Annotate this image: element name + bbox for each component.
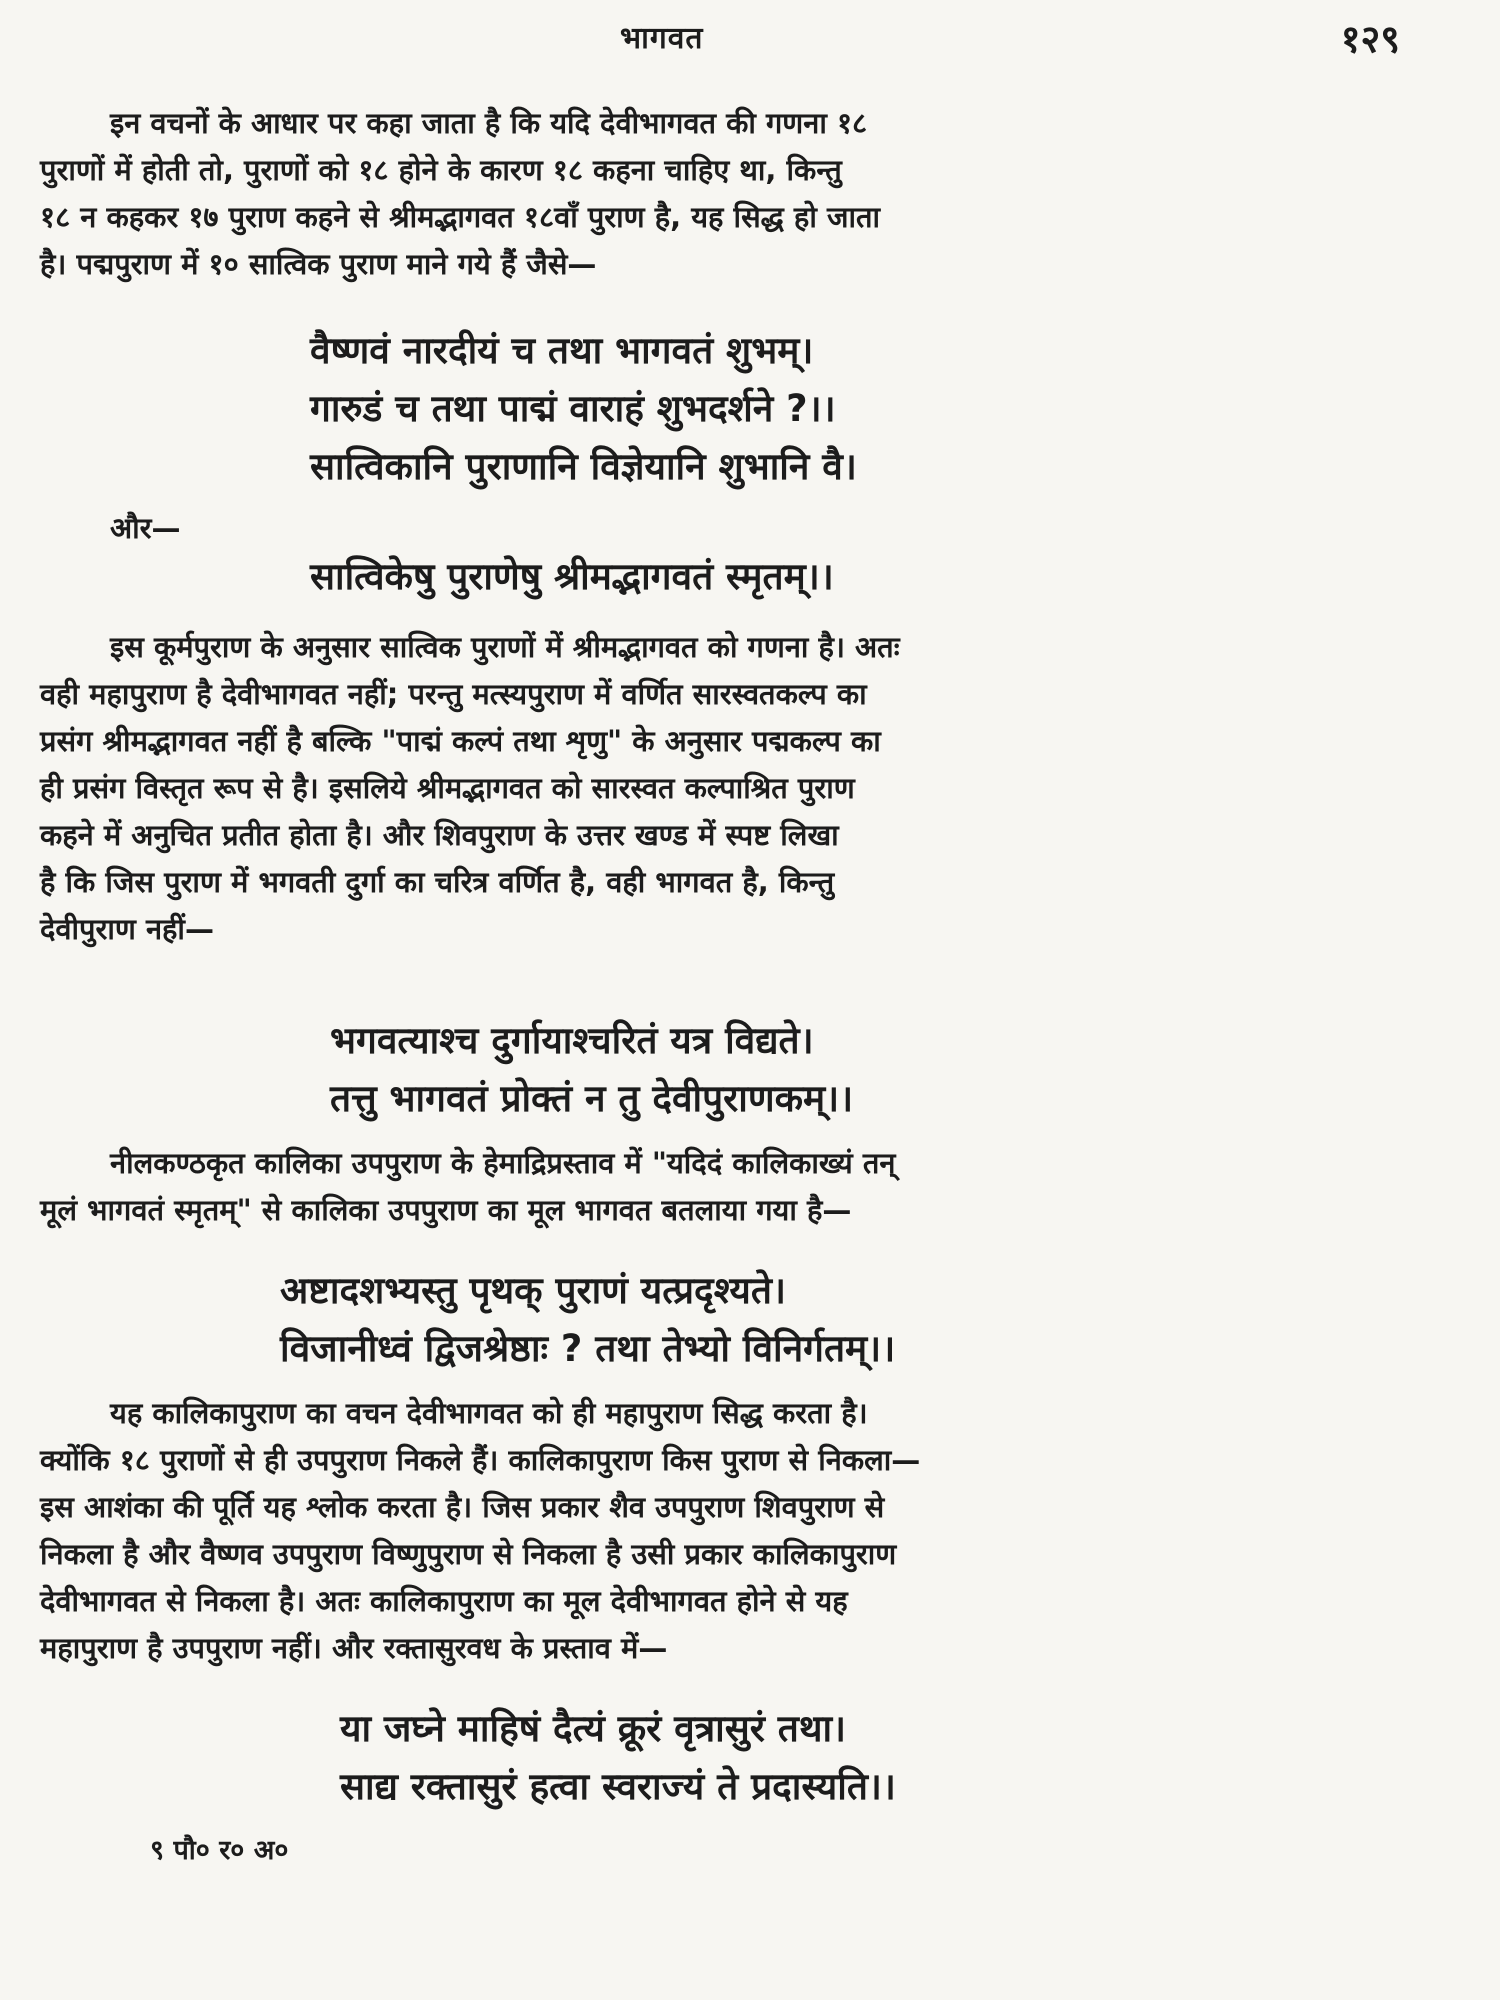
verse-line: गारुडं च तथा पाद्मं वाराहं शुभदर्शने ?।। [310, 387, 836, 430]
paragraph-line: १८ न कहकर १७ पुराण कहने से श्रीमद्भागवत १८वाँ पुराण है, यह सिद्ध हो जाता [40, 200, 881, 234]
paragraph-line: इस आशंका की पूर्ति यह श्लोक करता है। जिस प्रकार शैव उपपुराण शिवपुराण से [40, 1490, 885, 1524]
verse-line: भगवत्याश्च दुर्गायाश्चरितं यत्र विद्यते। [330, 1019, 814, 1062]
paragraph-line: इस कूर्मपुराण के अनुसार सात्विक पुराणों में श्रीमद्भागवत को गणना है। अतः [110, 630, 900, 664]
paragraph-line: कहने में अनुचित प्रतीत होता है। और शिवपुराण के उत्तर खण्ड में स्पष्ट लिखा [40, 818, 839, 852]
paragraph-line: है। पद्मपुराण में १० सात्विक पुराण माने गये हैं जैसे— [40, 247, 597, 281]
paragraph-line: मूलं भागवतं स्मृतम्" से कालिका उपपुराण का मूल भागवत बतलाया गया है— [40, 1193, 852, 1227]
paragraph-line: निकला है और वैष्णव उपपुराण विष्णुपुराण से निकला है उसी प्रकार कालिकापुराण [40, 1537, 897, 1571]
verse-line: वैष्णवं नारदीयं च तथा भागवतं शुभम्। [310, 329, 814, 372]
paragraph-line: ही प्रसंग विस्तृत रूप से है। इसलिये श्रीमद्भागवत को सारस्वत कल्पाश्रित पुराण [40, 771, 855, 805]
verse-line: या जघ्ने माहिषं दैत्यं क्रूरं वृत्रासुरं तथा। [340, 1707, 847, 1750]
paragraph-line: महापुराण है उपपुराण नहीं। और रक्तासुरवध के प्रस्ताव में— [40, 1631, 668, 1665]
verse-2 [310, 548, 834, 606]
verse-line: अष्टादशभ्यस्तु पृथक् पुराणं यत्प्रदृश्यते। [280, 1269, 786, 1312]
book-page [40, 0, 1400, 2000]
paragraph-line: क्योंकि १८ पुराणों से ही उपपुराण निकले हैं। कालिकापुराण किस पुराण से निकला— [40, 1443, 921, 1477]
verse-3 [330, 1012, 853, 1128]
paragraph-line: पुराणों में होती तो, पुराणों को १८ होने के कारण १८ कहना चाहिए था, किन्तु [40, 153, 842, 187]
paragraph-line: देवीपुराण नहीं— [40, 912, 214, 946]
paragraph-line: नीलकण्ठकृत कालिका उपपुराण के हेमाद्रिप्रस्ताव में "यदिदं कालिकाख्यं तन् [110, 1146, 896, 1180]
running-head [40, 10, 1400, 70]
verse-line: सात्विकेषु पुराणेषु श्रीमद्भागवतं स्मृतम्।। [310, 555, 834, 598]
verse-1 [310, 322, 857, 496]
paragraph-2 [40, 624, 1380, 953]
paragraph-1 [40, 100, 1380, 288]
verse-line: सात्विकानि पुराणानि विज्ञेयानि शुभानि वै। [310, 445, 857, 488]
paragraph-line: देवीभागवत से निकला है। अतः कालिकापुराण का मूल देवीभागवत होने से यह [40, 1584, 848, 1618]
verse-line: साद्य रक्तासुरं हत्वा स्वराज्यं ते प्रदास्यति।। [340, 1765, 896, 1808]
verse-5 [340, 1700, 896, 1816]
paragraph-line: यह कालिकापुराण का वचन देवीभागवत को ही महापुराण सिद्ध करता है। [110, 1396, 868, 1430]
verse-line: तत्तु भागवतं प्रोक्तं न तु देवीपुराणकम्।। [330, 1077, 854, 1120]
paragraph-line: वही महापुराण है देवीभागवत नहीं; परन्तु मत्स्यपुराण में वर्णित सारस्वतकल्प का [40, 677, 867, 711]
footnote: ९ पौ० र० अ० [150, 1835, 289, 1866]
page-number: १२९ [1340, 17, 1400, 61]
paragraph-line: प्रसंग श्रीमद्भागवत नहीं है बल्कि "पाद्मं कल्पं तथा शृणु" के अनुसार पद्मकल्प का [40, 724, 881, 758]
paragraph-3 [40, 1140, 1380, 1234]
paragraph-line: है कि जिस पुराण में भगवती दुर्गा का चरित्र वर्णित है, वही भागवत है, किन्तु [40, 865, 835, 899]
verse-4 [280, 1262, 895, 1378]
running-head-title: भागवत [620, 21, 704, 56]
paragraph-line: इन वचनों के आधार पर कहा जाता है कि यदि देवीभागवत की गणना १८ [110, 106, 868, 140]
paragraph-4 [40, 1390, 1380, 1672]
and-label: और— [110, 511, 181, 545]
verse-line: विजानीध्वं द्विजश्रेष्ठाः ? तथा तेभ्यो विनिर्गतम्।। [280, 1327, 896, 1370]
